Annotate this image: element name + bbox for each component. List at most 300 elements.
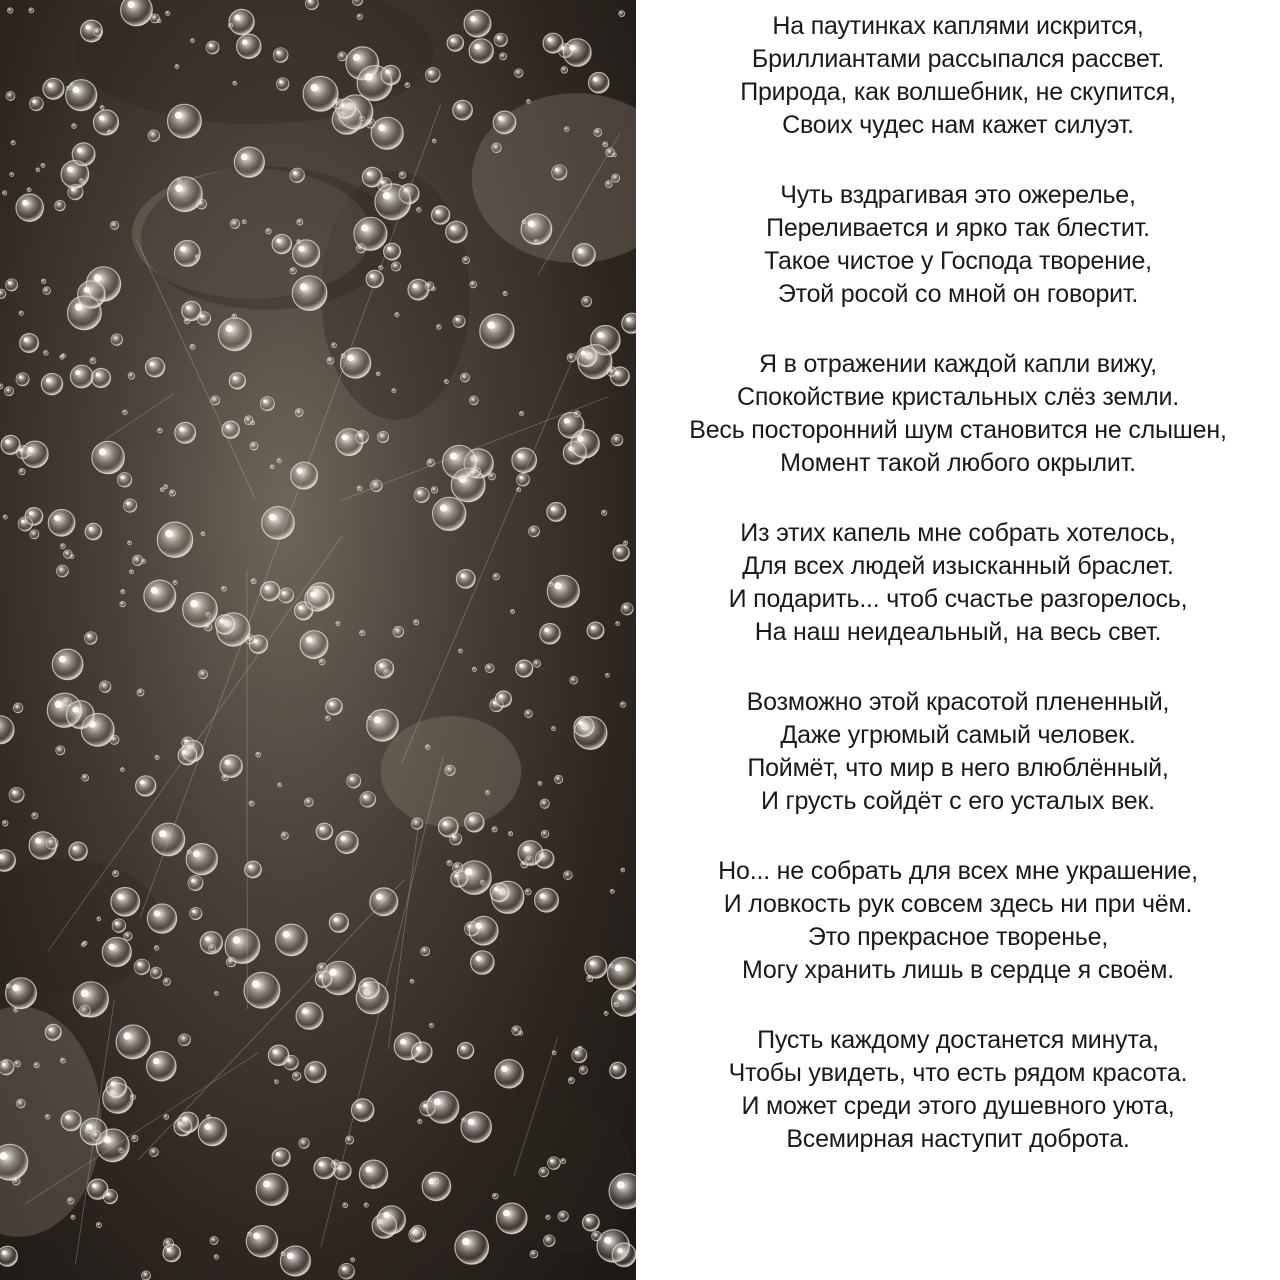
- dew-drop: [92, 369, 111, 388]
- dew-drop: [41, 163, 45, 167]
- dew-drop: [272, 234, 291, 253]
- dew-drop: [19, 468, 26, 475]
- dew-drop: [381, 65, 400, 84]
- drop-highlight: [126, 502, 129, 505]
- drop-highlight: [77, 148, 82, 153]
- drop-highlight: [575, 1051, 578, 1054]
- poem-line: Переливается и ярко так блестит.: [766, 214, 1150, 242]
- poem-line: Такое чистое у Господа творение,: [764, 247, 1152, 275]
- dew-drop: [296, 1003, 323, 1030]
- drop-highlight: [150, 362, 154, 366]
- dew-drop: [453, 315, 465, 327]
- dew-drop: [602, 510, 607, 515]
- dew-drop: [29, 832, 56, 859]
- dew-drop: [529, 526, 540, 537]
- dew-drop: [574, 411, 580, 417]
- drop-highlight: [128, 1, 135, 8]
- drop-highlight: [370, 274, 374, 278]
- drop-highlight: [452, 835, 455, 838]
- dew-drop: [72, 124, 77, 129]
- drop-highlight: [306, 637, 312, 643]
- dew-drop: [517, 488, 521, 492]
- drop-highlight: [547, 38, 551, 42]
- dew-drop: [116, 1025, 150, 1059]
- dew-drop: [458, 649, 462, 653]
- dew-drop: [70, 365, 93, 388]
- dew-drop: [195, 255, 199, 259]
- dew-drop: [392, 389, 396, 393]
- dew-drop: [82, 774, 89, 781]
- dew-drop: [436, 325, 441, 330]
- dew-drop: [229, 373, 245, 389]
- poem-line: И грусть сойдёт с его усталых век.: [761, 787, 1155, 815]
- dew-drop: [99, 681, 111, 693]
- drop-highlight: [434, 1098, 441, 1105]
- dew-drop: [543, 33, 563, 53]
- dew-drop: [85, 632, 98, 645]
- dew-drop: [273, 48, 288, 63]
- dew-drop: [480, 314, 514, 348]
- drop-highlight: [46, 378, 51, 383]
- dew-drop: [351, 1258, 355, 1262]
- dew-drop: [160, 488, 164, 492]
- dew-drop: [184, 318, 190, 324]
- dew-drop: [444, 380, 448, 384]
- dew-drop: [36, 168, 40, 172]
- dew-drop: [250, 442, 258, 450]
- dew-drop: [128, 373, 135, 380]
- dew-drop: [45, 1114, 50, 1119]
- dew-drop: [120, 768, 124, 772]
- drop-highlight: [590, 961, 595, 966]
- drop-highlight: [298, 246, 304, 252]
- web-thread: [105, 394, 174, 440]
- dew-drop: [175, 422, 196, 443]
- dew-drop: [112, 919, 126, 933]
- drop-highlight: [624, 606, 627, 609]
- poem-line: Пусть каждому достанется минута,: [757, 1026, 1159, 1054]
- drop-highlight: [67, 166, 73, 172]
- dew-drop: [533, 660, 541, 668]
- drop-highlight: [519, 476, 522, 479]
- dew-drop: [2, 191, 6, 195]
- dew-drop: [85, 1128, 90, 1133]
- drop-highlight: [226, 325, 233, 332]
- drop-highlight: [22, 200, 28, 206]
- dew-drop: [7, 8, 13, 14]
- dew-drop: [136, 776, 156, 796]
- dew-drop: [60, 1058, 65, 1063]
- dew-drop: [10, 173, 14, 177]
- dew-drop: [422, 1172, 450, 1200]
- drop-highlight: [379, 663, 383, 667]
- dew-drop: [326, 698, 342, 714]
- dew-drop: [270, 465, 274, 469]
- drop-highlight: [75, 370, 80, 375]
- dew-drop: [606, 148, 615, 157]
- dew-drop: [229, 9, 254, 34]
- poem-line: И ловкость рук совсем здесь ни при чём.: [723, 890, 1193, 918]
- drop-highlight: [365, 73, 373, 81]
- dew-drop: [276, 924, 308, 956]
- dew-drop: [148, 130, 160, 142]
- dew-drop: [163, 978, 170, 985]
- drop-highlight: [298, 606, 302, 610]
- drop-highlight: [19, 376, 22, 379]
- drop-highlight: [597, 332, 603, 338]
- dew-drop: [260, 397, 274, 411]
- dew-drop: [496, 1203, 527, 1234]
- drop-highlight: [517, 453, 522, 458]
- drop-highlight: [263, 400, 266, 403]
- drop-highlight: [497, 36, 500, 39]
- dew-drop: [547, 503, 566, 522]
- drop-highlight: [159, 830, 166, 837]
- dew-drop: [6, 279, 18, 291]
- drop-highlight: [578, 248, 583, 253]
- dew-drop: [341, 354, 345, 358]
- dew-drop: [371, 480, 383, 492]
- drop-highlight: [554, 582, 561, 589]
- dew-drop: [41, 374, 62, 395]
- dew-drop: [169, 490, 175, 496]
- dew-drop: [583, 1214, 600, 1231]
- dew-drop: [244, 972, 280, 1008]
- drop-highlight: [21, 520, 24, 523]
- dew-drop: [30, 530, 39, 539]
- web-thread: [388, 829, 418, 1049]
- dew-drop: [56, 565, 68, 577]
- dew-drop: [616, 622, 620, 626]
- poem-line: Возможно этой красотой плененный,: [746, 688, 1170, 716]
- dew-drop: [83, 941, 87, 945]
- drop-highlight: [523, 846, 528, 851]
- dew-drop: [577, 347, 597, 367]
- dew-drop: [338, 52, 347, 61]
- dew-drop: [460, 373, 469, 382]
- dew-drop: [201, 532, 205, 536]
- dew-drop: [519, 411, 523, 415]
- drop-highlight: [191, 879, 194, 882]
- dew-drop: [166, 11, 170, 15]
- dew-drop: [85, 523, 101, 539]
- drop-highlight: [96, 373, 100, 377]
- drop-highlight: [577, 436, 583, 442]
- dew-drop: [29, 8, 34, 13]
- dew-drop: [492, 1193, 498, 1199]
- drop-highlight: [65, 1115, 69, 1119]
- drop-highlight: [503, 1210, 510, 1217]
- dew-drop: [168, 177, 203, 212]
- drop-highlight: [501, 1066, 507, 1072]
- dew-drop: [429, 1023, 433, 1027]
- dew-drop: [336, 831, 358, 853]
- dew-drop: [251, 579, 256, 584]
- dew-drop: [56, 746, 65, 755]
- drop-highlight: [24, 338, 28, 342]
- dew-drop: [495, 691, 511, 707]
- dew-drop: [13, 703, 23, 713]
- dew-drop: [102, 938, 131, 967]
- dew-drop: [248, 1232, 252, 1236]
- dew-drop: [73, 982, 108, 1017]
- dew-drop: [274, 1080, 278, 1084]
- dew-drop: [357, 486, 362, 491]
- drop-highlight: [365, 1166, 371, 1172]
- dew-drop: [60, 544, 65, 549]
- dew-drop: [530, 1250, 538, 1258]
- dew-drop: [88, 1179, 108, 1199]
- dew-drop: [92, 441, 124, 473]
- dew-drop: [61, 354, 65, 358]
- drop-highlight: [73, 846, 77, 850]
- dew-drop: [305, 1062, 326, 1083]
- dew-drop: [303, 76, 338, 111]
- drop-highlight: [151, 587, 158, 594]
- poem-line: Своих чудес нам кажет силуэт.: [782, 111, 1134, 139]
- dew-drop: [546, 1215, 551, 1220]
- dew-drop: [200, 932, 222, 954]
- dew-drop: [488, 473, 495, 480]
- drop-highlight: [72, 86, 79, 93]
- dew-drop: [492, 827, 497, 832]
- drop-highlight: [12, 791, 15, 794]
- dew-drop: [605, 181, 612, 188]
- dew-drop: [276, 78, 289, 91]
- dew-drop: [367, 710, 399, 742]
- dew-drop: [70, 83, 74, 87]
- dew-drop: [490, 883, 509, 902]
- drop-highlight: [613, 1066, 617, 1070]
- drop-highlight: [462, 1238, 469, 1245]
- drop-highlight: [75, 303, 82, 310]
- drop-highlight: [85, 25, 90, 30]
- dew-drop: [3, 515, 7, 519]
- drop-highlight: [269, 514, 276, 521]
- dew-drop: [319, 659, 325, 665]
- dew-drop: [603, 142, 608, 147]
- drop-highlight: [469, 817, 473, 821]
- dew-drop: [96, 1222, 101, 1227]
- drop-highlight: [443, 821, 447, 825]
- dew-drop: [163, 1244, 180, 1261]
- dew-drop: [457, 570, 476, 589]
- dew-drop: [547, 575, 579, 607]
- dew-drop: [123, 410, 128, 415]
- drop-highlight: [383, 192, 391, 200]
- dew-drop: [279, 588, 294, 603]
- dew-drop: [578, 1046, 582, 1050]
- dew-drop: [22, 441, 48, 467]
- dew-drop: [517, 473, 530, 486]
- dew-drop: [512, 448, 537, 473]
- dew-drop: [215, 615, 234, 634]
- drop-highlight: [59, 656, 66, 663]
- dew-drop: [121, 590, 125, 594]
- dew-drop: [534, 240, 538, 244]
- dew-drop: [471, 951, 494, 974]
- drop-highlight: [109, 944, 115, 950]
- drop-highlight: [115, 922, 118, 925]
- dew-drop: [525, 710, 533, 718]
- drop-highlight: [277, 51, 280, 54]
- drop-highlight: [591, 626, 595, 630]
- drop-highlight: [32, 100, 35, 103]
- dew-drop: [256, 752, 261, 757]
- drop-highlight: [182, 1117, 186, 1121]
- drop-highlight: [252, 980, 260, 988]
- dew-drop: [354, 217, 387, 250]
- drop-highlight: [347, 355, 354, 362]
- drop-highlight: [569, 45, 575, 51]
- dew-drop: [72, 143, 95, 166]
- dew-drop: [91, 1131, 101, 1141]
- web-thread: [401, 352, 575, 764]
- drop-highlight: [265, 586, 269, 590]
- poem-line: Но... не собрать для всех мне украшение,: [718, 857, 1198, 885]
- drop-highlight: [387, 247, 391, 251]
- dew-drop: [246, 1226, 277, 1257]
- drop-highlight: [450, 226, 455, 231]
- poem-line: На наш неидеальный, на весь свет.: [754, 618, 1162, 646]
- dew-drop: [447, 860, 452, 865]
- dew-drop: [427, 459, 435, 467]
- dew-drop: [173, 580, 177, 584]
- drop-highlight: [54, 515, 60, 521]
- dew-drop: [552, 165, 567, 180]
- drop-highlight: [342, 434, 348, 440]
- dew-drop: [614, 1002, 619, 1007]
- dew-drop: [343, 1203, 348, 1208]
- drop-highlight: [209, 44, 212, 47]
- dew-drop: [225, 929, 260, 964]
- drop-highlight: [461, 574, 465, 578]
- drop-highlight: [358, 433, 361, 436]
- drop-highlight: [263, 1181, 270, 1188]
- dew-drop: [110, 221, 118, 229]
- dew-drop: [558, 1211, 568, 1221]
- drop-highlight: [319, 1162, 324, 1167]
- drop-highlight: [234, 15, 240, 21]
- dew-drop: [78, 281, 105, 308]
- dew-drop: [410, 979, 414, 983]
- dew-drop: [121, 0, 153, 26]
- dew-drop: [356, 431, 369, 444]
- drop-highlight: [49, 1028, 53, 1032]
- dew-drop: [6, 984, 10, 988]
- dew-drop: [378, 431, 389, 442]
- poem-stanza: [636, 1024, 1280, 1156]
- drop-highlight: [12, 984, 19, 991]
- drop-highlight: [81, 989, 89, 997]
- dew-drop: [612, 434, 623, 445]
- drop-highlight: [487, 321, 495, 329]
- drop-highlight: [167, 1248, 171, 1252]
- dew-drop: [71, 1215, 75, 1219]
- poem-line: Весь посторонний шум становится не слышен,: [689, 416, 1227, 444]
- dew-drop: [433, 1178, 439, 1184]
- drop-highlight: [468, 1119, 475, 1126]
- dew-drop: [540, 799, 549, 808]
- drop-highlight: [429, 71, 432, 74]
- poem-line: Всемирная наступит доброта.: [786, 1125, 1130, 1153]
- drop-highlight: [300, 283, 308, 291]
- dew-drop: [574, 717, 594, 737]
- drop-highlight: [363, 982, 368, 987]
- poem-stanza: [636, 10, 1280, 142]
- dew-drop: [485, 664, 494, 673]
- poem-line: Это прекрасное творенье,: [807, 923, 1109, 951]
- drop-highlight: [153, 1058, 159, 1064]
- drop-highlight: [309, 1066, 314, 1071]
- drop-highlight: [519, 664, 523, 668]
- dew-drop: [561, 1159, 566, 1164]
- dew-drop: [359, 978, 380, 999]
- dew-drop: [186, 844, 217, 875]
- poem-line: Бриллиантами рассыпался рассвет.: [751, 45, 1165, 73]
- dew-drop: [277, 459, 281, 463]
- drop-highlight: [413, 284, 418, 289]
- drop-highlight: [233, 376, 237, 380]
- dew-drop: [292, 1072, 301, 1081]
- drop-highlight: [297, 468, 303, 474]
- dew-drop: [0, 289, 6, 298]
- drop-highlight: [435, 210, 439, 214]
- dew-drop: [571, 430, 599, 458]
- dew-drop: [548, 1157, 561, 1170]
- dew-drop: [178, 1112, 198, 1132]
- drop-highlight: [329, 969, 336, 976]
- dew-drop: [493, 573, 500, 580]
- drop-highlight: [498, 116, 503, 121]
- dew-drop: [233, 81, 237, 85]
- dew-drop: [366, 270, 383, 287]
- dew-drop: [613, 545, 629, 561]
- dew-drop: [525, 889, 531, 895]
- dew-drop: [262, 507, 295, 540]
- drop-highlight: [618, 994, 624, 1000]
- drop-highlight: [329, 702, 333, 706]
- dew-drop: [237, 34, 261, 58]
- dew-drop: [278, 783, 282, 787]
- dew-drop: [512, 1026, 522, 1036]
- drop-highlight: [282, 931, 289, 938]
- drop-highlight: [555, 168, 558, 171]
- dew-drop: [19, 311, 23, 315]
- dew-drop: [256, 1174, 288, 1206]
- dew-drop: [128, 541, 132, 545]
- drop-highlight: [494, 887, 498, 891]
- dew-drop: [508, 832, 512, 836]
- dew-drop: [249, 801, 254, 806]
- poem-stanza: [636, 179, 1280, 311]
- dew-drop: [52, 649, 83, 680]
- dew-drop: [462, 1118, 466, 1122]
- drop-highlight: [586, 1218, 590, 1222]
- dew-drop: [516, 660, 533, 677]
- dew-drop: [0, 716, 14, 744]
- dew-drop: [518, 841, 543, 866]
- dew-drop: [624, 541, 628, 545]
- dew-drop: [6, 978, 37, 1009]
- drop-highlight: [8, 281, 11, 284]
- poem-stanza: [636, 517, 1280, 649]
- dew-drop: [16, 1099, 25, 1108]
- drop-highlight: [111, 1082, 115, 1086]
- dew-drop: [9, 787, 24, 802]
- dew-drop: [168, 104, 202, 138]
- dew-drop: [609, 964, 613, 968]
